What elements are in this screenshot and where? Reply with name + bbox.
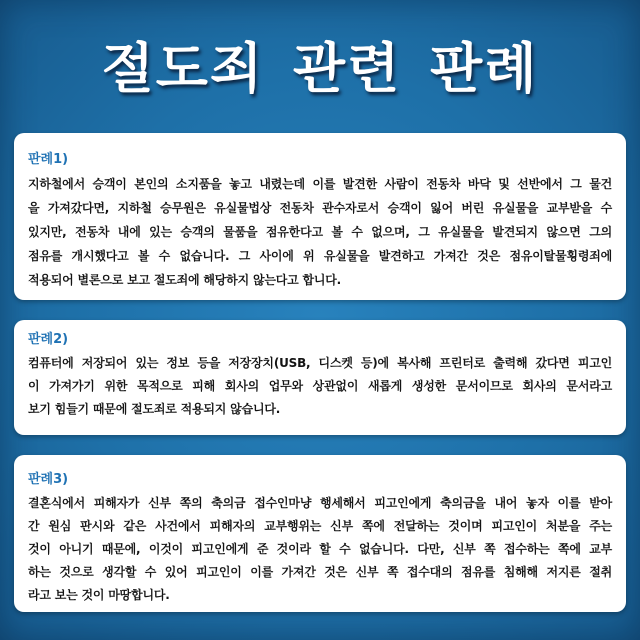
case-text-line: 컴퓨터에 저장되어 있는 정보 등을 저장장치(USB, 디스켓 등)에 복사해 프린터로 출력해 갔다면 피고인 — [28, 356, 612, 370]
case-body — [28, 172, 612, 292]
case-card-3 — [14, 455, 626, 612]
page-title: 절도죄 관련 판례 — [101, 36, 539, 100]
case-card-1 — [14, 133, 626, 300]
case-card-2 — [14, 320, 626, 435]
case-text-line: 라고 보는 것이 마땅합니다. — [28, 588, 170, 602]
case-heading: 판례1) — [28, 152, 69, 167]
case-body — [28, 352, 612, 421]
case-text-line: 있지만, 전동차 내에 있는 승객의 물품을 점유한다고 볼 수 없으며, 그 유실물을 발견되지 않으면 그의 — [28, 225, 612, 239]
case-heading: 판례2) — [28, 332, 69, 347]
case-text-line: 결혼식에서 피해자가 신부 쪽의 축의금 접수인마냥 행세해서 피고인에게 축의금을 내어 놓자 이를 받아 — [28, 496, 612, 510]
case-body — [28, 492, 612, 607]
case-text-line: 을 가져갔다면, 지하철 승무원은 유실물법상 전동차 관수자로서 승객이 잃어 버린 유실물을 교부받을 수 — [28, 201, 612, 215]
case-text-line: 점유를 개시했다고 볼 수 없습니다. 그 사이에 위 유실물을 발견하고 가져간 것은 점유이탈물횡령죄에 — [28, 249, 612, 263]
case-text-line: 적용되어 별론으로 보고 절도죄에 해당하지 않는다고 합니다. — [28, 273, 342, 287]
case-text-line: 간 원심 판시와 같은 사건에서 피해자의 교부행위는 신부 쪽에 전달하는 것이며 피고인이 처분을 주는 — [28, 519, 612, 533]
case-text-line: 것이 아니기 때문에, 이것이 피고인에게 준 것이라 할 수 없습니다. 다만, 신부 쪽 접수하는 쪽에 교부 — [28, 542, 612, 556]
case-text-line: 하는 것으로 생각할 수 있어 피고인이 이를 가져간 것은 신부 쪽 접수대의 점유를 침해해 저지른 절취 — [28, 565, 612, 579]
case-heading: 판례3) — [28, 472, 69, 487]
case-text-line: 지하철에서 승객이 본인의 소지품을 놓고 내렸는데 이를 발견한 사람이 전동차 바닥 및 선반에서 그 물건 — [28, 177, 612, 191]
case-text-line: 보기 힘들기 때문에 절도죄로 적용되지 않습니다. — [28, 402, 281, 416]
case-text-line: 이 가져가기 위한 목적으로 피해 회사의 업무와 상관없이 새롭게 생성한 문서이므로 회사의 문서라고 — [28, 379, 612, 393]
